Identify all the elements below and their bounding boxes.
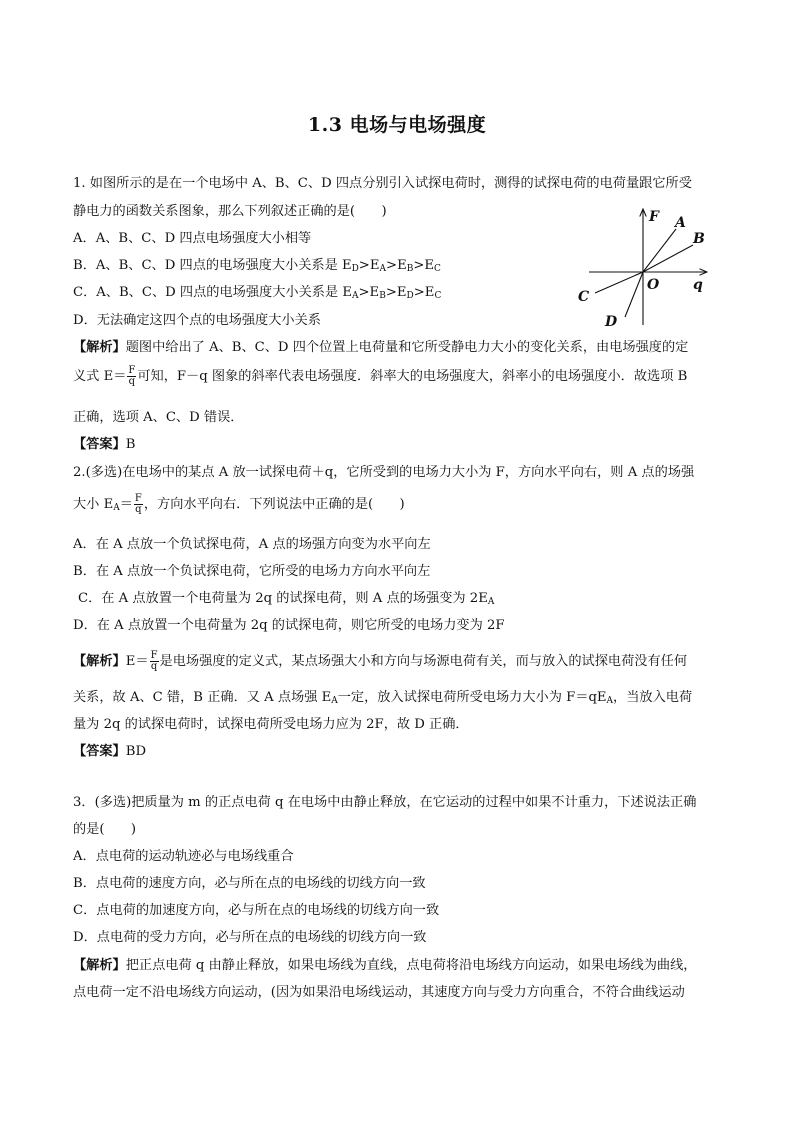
q1-answer: 【答案】B	[73, 437, 136, 452]
q1-stem-line2: 静电力的函数关系图象，那么下列叙述正确的是( )	[73, 204, 387, 219]
q1-stem-line1: 1. 如图所示的是在一个电场中 A、B、C、D 四点分别引入试探电荷时，测得的试探电荷的电荷量跟它所受	[73, 176, 692, 191]
label-d: D	[605, 314, 618, 330]
q2-answer: 【答案】BD	[73, 744, 147, 759]
analysis-tag: 【解析】	[73, 340, 126, 355]
label-q: q	[693, 277, 703, 293]
fraction-f-over-q: $\frac{F}{q}$	[150, 650, 158, 672]
q3-option-a: A．点电荷的运动轨迹必与电场线重合	[73, 849, 294, 864]
q2-analysis-line1: 【解析】E＝ $\frac{F}{q}$ 是电场强度的定义式，某点场强大小和方向与场源电荷有关，而与放入的试探电荷没有任何	[73, 650, 688, 672]
q3-option-d: D．点电荷的受力方向，必与所在点的电场线的切线方向一致	[73, 930, 427, 945]
q1-option-d: D．无法确定这四个点的电场强度大小关系	[73, 313, 321, 328]
line-b	[643, 245, 693, 272]
q2-option-c: C．在 A 点放置一个电荷量为 2q 的试探电荷，则 A 点的场强变为 $2E_A$	[78, 591, 495, 607]
f-q-graph	[575, 205, 715, 330]
q1-analysis-line1: 【解析】题图中给出了 A、B、C、D 四个位置上电荷量和它所受静电力大小的变化关系，由电场强度的定	[73, 340, 689, 355]
q2-option-d: D．在 A 点放置一个电荷量为 2q 的试探电荷，则它所受的电场力变为 2F	[73, 618, 505, 633]
q1-option-b: B．A、B、C、D 四点的电场强度大小关系是 $E_D>E_A>E_B>E_C$	[73, 258, 441, 274]
q3-analysis-line1: 【解析】把正点电荷 q 由静止释放，如果电场线为直线，点电荷将沿电场线方向运动，如果电场线为曲线，	[73, 958, 697, 973]
q3-option-b: B．点电荷的速度方向，必与所在点的电场线的切线方向一致	[73, 876, 426, 891]
fraction-f-over-q: $\frac{F}{q}$	[128, 365, 136, 387]
q2-analysis-line2: 关系，故 A、C 错，B 正确．又 A 点场强 $E_A$一定，放入试探电荷所受电场力大小为 $F=qE_A$，当放入电荷	[73, 690, 693, 706]
label-f: F	[649, 209, 659, 225]
label-a: A	[675, 215, 686, 231]
q1-analysis-line2: 义式 E＝ $\frac{F}{q}$ 可知，F－q 图象的斜率代表电场强度．斜率大的电场强度大，斜率小的电场强度小．故选项 B	[73, 365, 688, 387]
q1-option-c: C．A、B、C、D 四点的电场强度大小关系是 $E_A>E_B>E_D>E_C$	[73, 285, 442, 301]
line-a	[643, 229, 676, 272]
q3-option-c: C．点电荷的加速度方向，必与所在点的电场线的切线方向一致	[73, 903, 440, 918]
label-b: B	[693, 231, 705, 247]
fraction-f-over-q: $\frac{F}{q}$	[134, 493, 142, 515]
q3-stem-line2: 的是( )	[73, 822, 137, 837]
label-o: O	[647, 277, 660, 293]
q2-option-b: B．在 A 点放一个负试探电荷，它所受的电场力方向水平向左	[73, 564, 431, 579]
q1-option-a: A．A、B、C、D 四点电场强度大小相等	[73, 231, 312, 246]
label-c: C	[578, 289, 590, 305]
q2-stem-line1: 2.(多选)在电场中的某点 A 放一试探电荷＋q，它所受到的电场力大小为 F，方向水平向右，则 A 点的场强	[73, 465, 695, 480]
q2-analysis-line3: 量为 2q 的试探电荷时，试探电荷所受电场力应为 2F，故 D 正确．	[73, 717, 469, 732]
q2-stem-line2: 大小 $E_A=$ $\frac{F}{q}$ ，方向水平向右．下列说法中正确的是( )	[73, 493, 405, 515]
q2-option-a: A．在 A 点放一个负试探电荷，A 点的场强方向变为水平向左	[73, 537, 431, 552]
q3-stem-line1: 3．(多选)把质量为 m 的正点电荷 q 在电场中由静止释放，在它运动的过程中如果不计重力，下述说法正确	[73, 795, 697, 810]
q1-analysis-line3: 正确，选项 A、C、D 错误．	[73, 410, 244, 425]
q3-analysis-line2: 点电荷一定不沿电场线方向运动，(因为如果沿电场线运动，其速度方向与受力方向重合，不符合曲线运动	[73, 985, 685, 1000]
page-title: 1.3 电场与电场强度	[307, 114, 487, 136]
